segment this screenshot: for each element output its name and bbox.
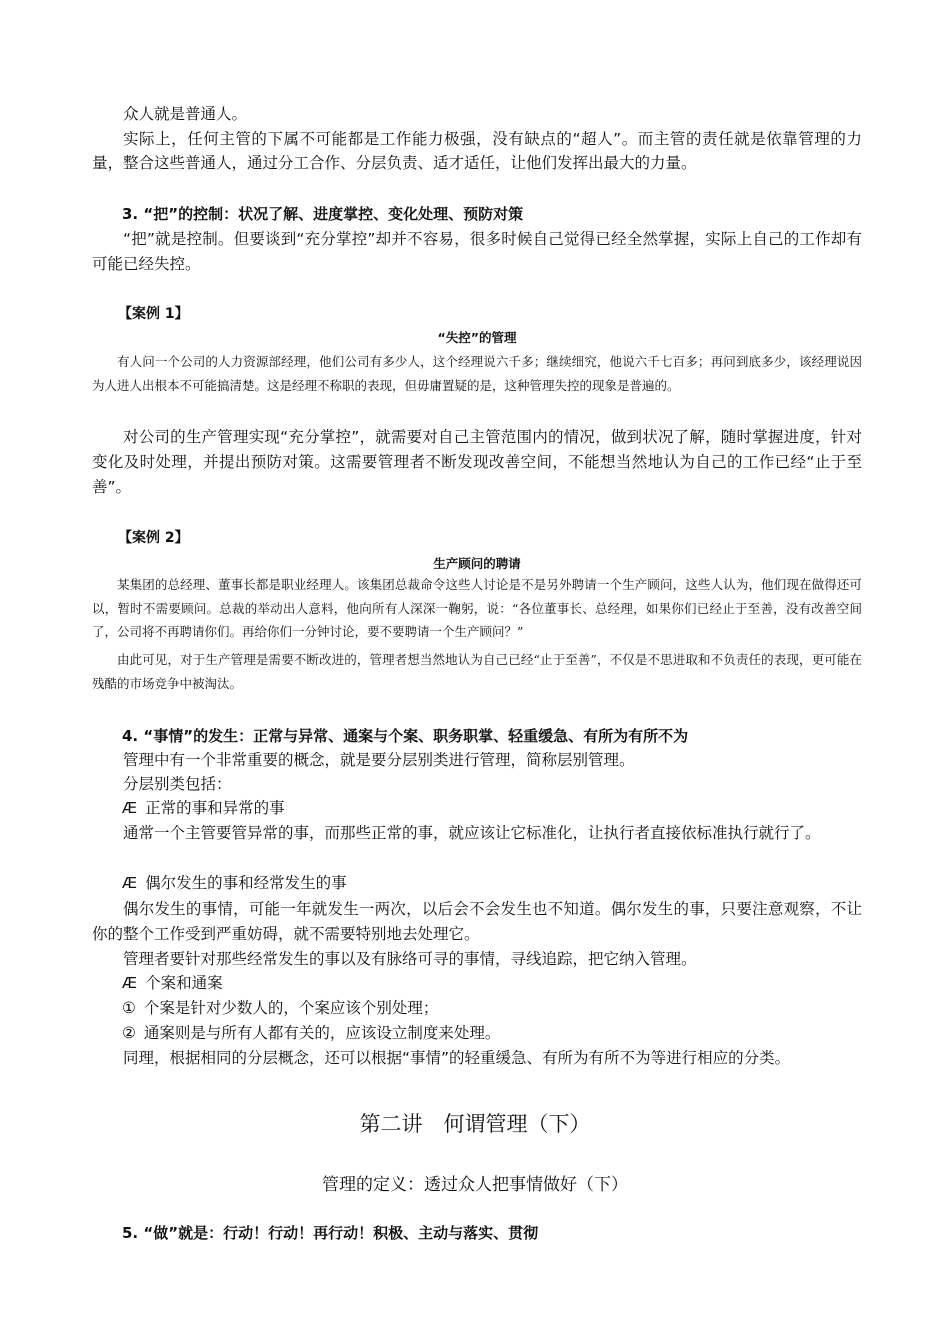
numbered-item bbox=[122, 1022, 892, 1044]
section-heading-3: 3. “把”的控制：状况了解、进度掌控、变化处理、预防对策 bbox=[122, 205, 524, 223]
section-heading-4: 4. “事情”的发生：正常与异常、通案与个案、职务职掌、轻重缓急、有所为有所不为 bbox=[122, 727, 689, 745]
paragraph: “把”就是控制。但要谈到“充分掌控”却并不容易，很多时候自己觉得已经全然掌握，实际上自己的工作却有可能已经失控。 bbox=[92, 230, 862, 273]
bullet-icon: Æ bbox=[122, 799, 138, 817]
bullet-text: 正常的事和异常的事 bbox=[145, 799, 285, 817]
number-marker: ② bbox=[122, 1024, 136, 1042]
bullet-item bbox=[122, 872, 892, 894]
case-title-2: 生产顾问的聘请 bbox=[433, 556, 521, 571]
bullet-icon: Æ bbox=[122, 974, 138, 992]
paragraph: 分层别类包括： bbox=[123, 775, 232, 793]
bullet-text: 个案和通案 bbox=[145, 974, 223, 992]
bullet-item bbox=[122, 797, 892, 819]
case-text-2: 某集团的总经理、董事长都是职业经理人。该集团总裁命令这些人讨论是不是另外聘请一个生产顾问，这些人认为，他们现在做得还可以，暂时不需要顾问。总裁的举动出人意料，他向所有人深深一鞠躬，说：“各位董事长、总经理，如果你们已经止于至善，没有改善空间了，公司将不再聘请你们。再给你们一分钟讨论，要不要聘请一个生产顾问？” bbox=[92, 577, 862, 639]
bullet-text: 偶尔发生的事和经常发生的事 bbox=[145, 874, 347, 892]
case-label-2: 【案例 2】 bbox=[118, 530, 189, 546]
paragraph: 管理者要针对那些经常发生的事以及有脉络可寻的事情，寻线追踪，把它纳入管理。 bbox=[123, 950, 697, 968]
numbered-text: 个案是针对少数人的，个案应该个别处理； bbox=[143, 999, 439, 1017]
case-label-1: 【案例 1】 bbox=[118, 306, 189, 322]
section-heading-5: 5. “做”就是：行动！行动！再行动！积极、主动与落实、贯彻 bbox=[122, 1224, 539, 1242]
paragraph: 实际上，任何主管的下属不可能都是工作能力极强，没有缺点的“超人”。而主管的责任就是依靠管理的力量，整合这些普通人，通过分工合作、分层负责、适才适任，让他们发挥出最大的力量。 bbox=[92, 130, 862, 172]
paragraph: 同理，根据相同的分层概念，还可以根据“事情”的轻重缓急、有所为有所不为等进行相应的分类。 bbox=[123, 1049, 791, 1067]
paragraph: 管理中有一个非常重要的概念，就是要分层别类进行管理，简称层别管理。 bbox=[123, 751, 635, 769]
paragraph: 对公司的生产管理实现“充分掌控”，就需要对自己主管范围内的情况，做到状况了解，随时掌握进度，针对变化及时处理，并提出预防对策。这需要管理者不断发现改善空间，不能想当然地认为自己的工作已经“止于至善”。 bbox=[92, 428, 862, 496]
chapter-title: 第二讲 何谓管理（下） bbox=[359, 1112, 591, 1136]
paragraph: 偶尔发生的事情，可能一年就发生一两次，以后会不会发生也不知道。偶尔发生的事，只要注意观察，不让你的整个工作受到严重妨碍，就不需要特别地去处理它。 bbox=[92, 900, 862, 943]
case-text-1: 有人问一个公司的人力资源部经理，他们公司有多少人，这个经理说六千多；继续细究，他说六千七百多；再问到底多少，该经理说因为人进人出根本不可能搞清楚。这是经理不称职的表现，但毋庸置疑的是，这种管理失控的现象是普遍的。 bbox=[92, 354, 862, 393]
bullet-item bbox=[122, 972, 892, 994]
paragraph: 通常一个主管要管异常的事，而那些正常的事，就应该让它标准化，让执行者直接依标准执行就行了。 bbox=[123, 824, 821, 842]
bullet-icon: Æ bbox=[122, 874, 138, 892]
case-text-2-conclusion: 由此可见，对于生产管理是需要不断改进的，管理者想当然地认为自己已经“止于至善”，不仅是不思进取和不负责任的表现，更可能在残酷的市场竞争中被淘汰。 bbox=[92, 652, 862, 691]
case-title-1: “失控”的管理 bbox=[437, 330, 517, 345]
number-marker: ① bbox=[122, 999, 136, 1017]
chapter-subtitle: 管理的定义：透过众人把事情做好（下） bbox=[322, 1175, 628, 1195]
numbered-text: 通案则是与所有人都有关的，应该设立制度来处理。 bbox=[143, 1024, 501, 1042]
numbered-item bbox=[122, 997, 892, 1019]
paragraph: 众人就是普通人。 bbox=[123, 105, 248, 123]
